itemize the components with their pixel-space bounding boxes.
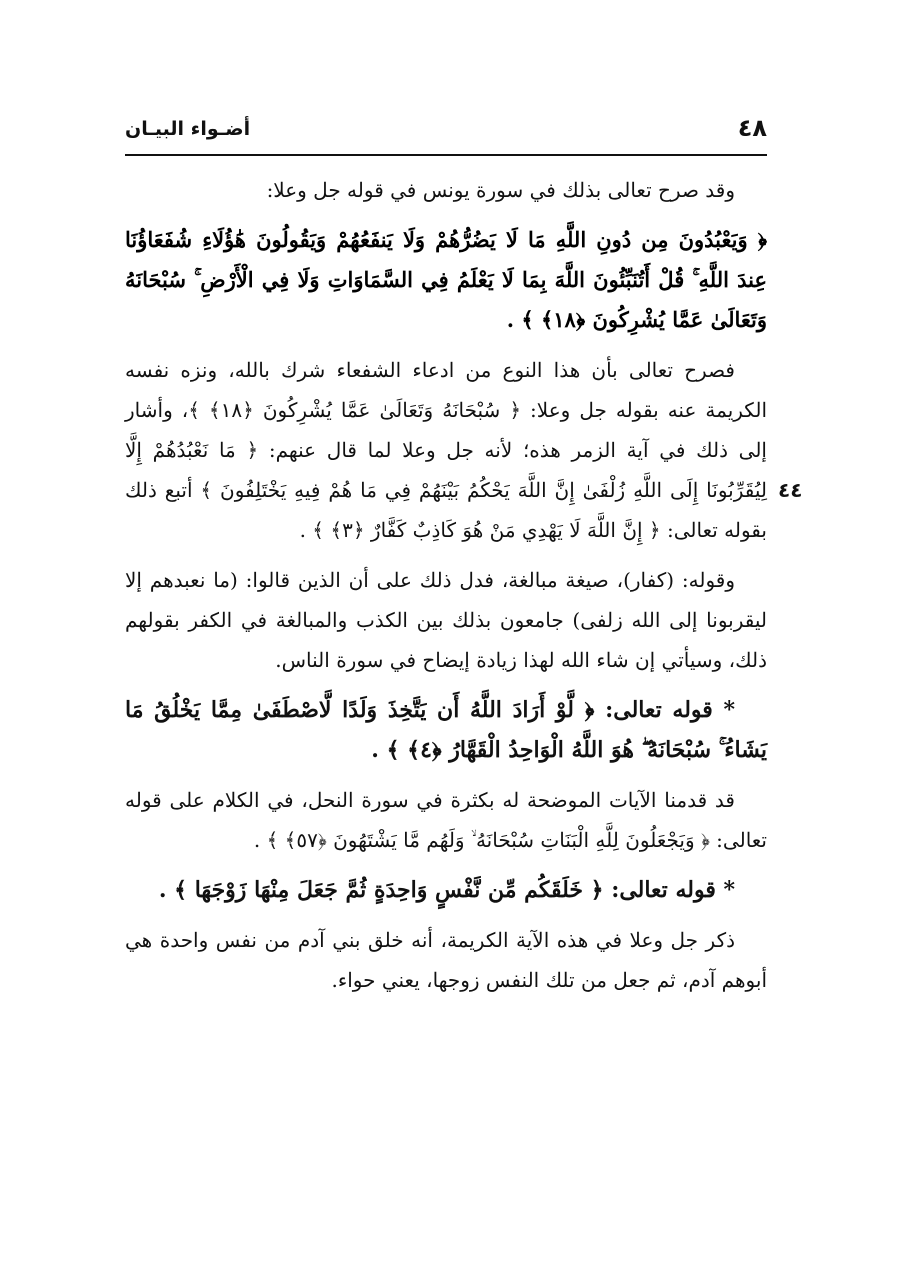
paragraph-adam: ذكر جل وعلا في هذه الآية الكريمة، أنه خلق بني آدم من نفس واحدة هي أبوهم آدم، ثم جعل من تلك النفس زوجها، يعني حواء. [125, 928, 767, 992]
running-title: أضـواء البيـان [125, 118, 251, 140]
section-heading-verse-4: * قوله تعالى: ﴿ لَّوْ أَرَادَ اللَّهُ أَن يَتَّخِذَ وَلَدًا لَّاصْطَفَىٰ مِمَّا يَخْلُقُ مَا يَشَاءُ ۚ سُبْحَانَهُ ۖ هُوَ اللَّهُ الْوَاحِدُ الْقَهَّارُ ﴿٤﴾ ﴾ . [125, 697, 767, 763]
section-heading-khalaqakum: * قوله تعالى: ﴿ خَلَقَكُم مِّن نَّفْسٍ وَاحِدَةٍ ثُمَّ جَعَلَ مِنْهَا زَوْجَهَا ﴾ . [158, 877, 735, 903]
paragraph-nahl-reference: قد قدمنا الآيات الموضحة له بكثرة في سورة النحل، في الكلام على قوله تعالى: ﴿ وَيَجْعَلُونَ لِلَّهِ الْبَنَاتِ سُبْحَانَهُ ۙ وَلَهُم مَّا يَشْتَهُونَ ﴿٥٧﴾ ﴾ . [125, 788, 767, 852]
margin-verse-marker: ٤٤ [778, 478, 803, 502]
paragraph-intro: وقد صرح تعالى بذلك في سورة يونس في قوله جل وعلا: [266, 178, 735, 202]
paragraph-explanation: فصرح تعالى بأن هذا النوع من ادعاء الشفعاء شرك بالله، ونزه نفسه الكريمة عنه بقوله جل وعلا: ﴿ سُبْحَانَهُ وَتَعَالَىٰ عَمَّا يُشْرِكُونَ ﴿١٨﴾ ﴾، وأشار إلى ذلك في آية الزمر هذه؛ لأنه جل وعلا لما قال عنهم: ﴿ مَا نَعْبُدُهُمْ إِلَّا لِيُقَرِّبُونَا إِلَى اللَّهِ زُلْفَىٰ إِنَّ اللَّهَ يَحْكُمُ بَيْنَهُمْ فِي مَا هُمْ فِيهِ يَخْتَلِفُونَ ﴾ أتبع ذلك بقوله تعالى: ﴿ إِنَّ اللَّهَ لَا يَهْدِي مَنْ هُوَ كَاذِبٌ كَفَّارٌ ﴿٣﴾ ﴾ . [125, 358, 767, 542]
page-body [125, 170, 767, 1010]
page-header [125, 110, 767, 156]
quran-verse-yunus: ﴿ وَيَعْبُدُونَ مِن دُونِ اللَّهِ مَا لَا يَضُرُّهُمْ وَلَا يَنفَعُهُمْ وَيَقُولُونَ هَٰؤُلَاءِ شُفَعَاؤُنَا عِندَ اللَّهِ ۚ قُلْ أَتُنَبِّئُونَ اللَّهَ بِمَا لَا يَعْلَمُ فِي السَّمَاوَاتِ وَلَا فِي الْأَرْضِ ۚ سُبْحَانَهُ وَتَعَالَىٰ عَمَّا يُشْرِكُونَ ﴿١٨﴾ ﴾ . [125, 227, 767, 332]
paragraph-kaffar: وقوله: (كفار)، صيغة مبالغة، فدل ذلك على أن الذين قالوا: (ما نعبدهم إلا ليقربونا إلى الله زلفى) جامعون بذلك بين الكذب والمبالغة في الكفر بقولهم ذلك، وسيأتي إن شاء الله لهذا زيادة إيضاح في سورة الناس. [125, 568, 767, 672]
page-number: ٤٨ [737, 114, 767, 142]
